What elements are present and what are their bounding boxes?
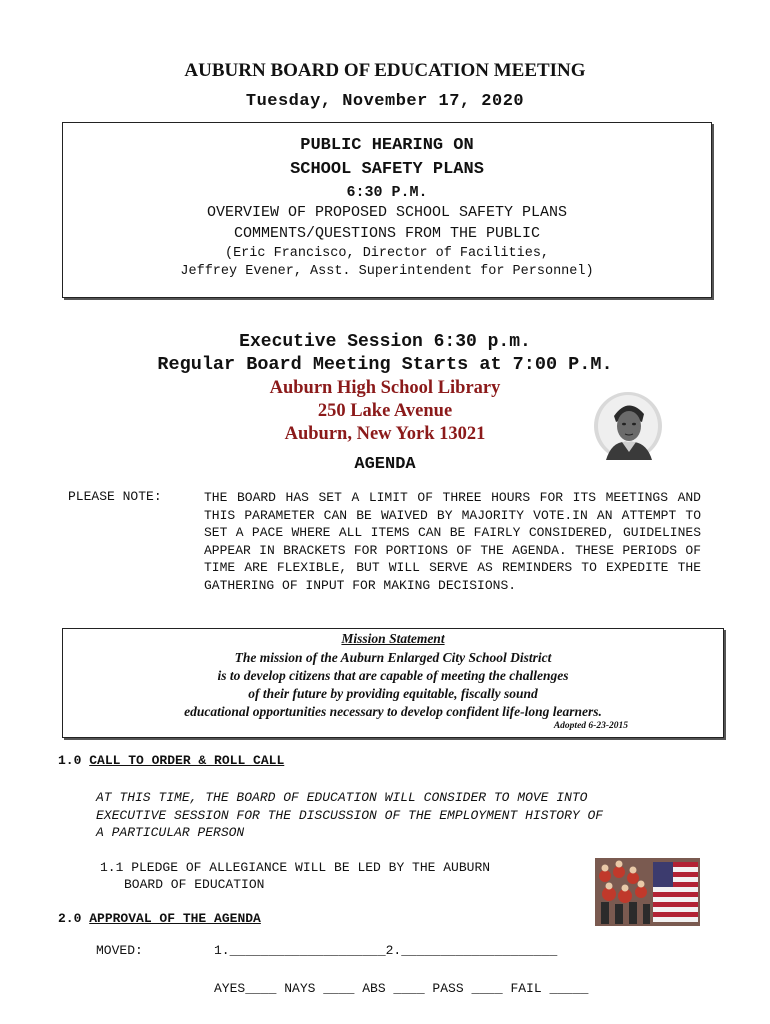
hearing-comments: COMMENTS/QUESTIONS FROM THE PUBLIC [233,225,541,242]
pledge-line-1: 1.1 PLEDGE OF ALLEGIANCE WILL BE LED BY THE AUBURN [100,860,491,875]
pledge-line-2: BOARD OF EDUCATION [124,877,265,892]
portrait-photo [592,386,664,462]
agenda-heading: AGENDA [354,455,416,474]
section-2-number: 2.0 [58,911,82,926]
moved-blanks[interactable]: 1.____________________2.____________________ [214,943,558,958]
section-2-heading [58,911,261,926]
mission-line-4: educational opportunities necessary to develop confident life-long learners. [184,704,602,719]
executive-session: Executive Session 6:30 p.m. [239,332,531,352]
section-1-number: 1.0 [58,753,82,768]
hearing-heading-1: PUBLIC HEARING ON [300,136,474,155]
mission-line-2: is to develop citizens that are capable of meeting the challenges [217,668,569,683]
note-label: PLEASE NOTE: [68,489,162,504]
mission-adopted: Adopted 6-23-2015 [553,721,628,731]
section-2-title: APPROVAL OF THE AGENDA [89,911,261,926]
hearing-time: 6:30 P.M. [346,184,428,201]
hearing-presenters-1: (Eric Francisco, Director of Facilities, [224,246,550,261]
mission-line-1: The mission of the Auburn Enlarged City School District [234,650,552,665]
mission-statement-box [62,628,724,738]
regular-meeting-time: Regular Board Meeting Starts at 7:00 P.M. [157,354,613,375]
hearing-heading-2: SCHOOL SAFETY PLANS [290,160,484,179]
notice-line-2: EXECUTIVE SESSION FOR THE DISCUSSION OF THE EMPLOYMENT HISTORY OF [96,807,604,823]
flag-photo [595,858,700,926]
notice-line-1: AT THIS TIME, THE BOARD OF EDUCATION WILL CONSIDER TO MOVE INTO [96,790,588,805]
hearing-overview: OVERVIEW OF PROPOSED SCHOOL SAFETY PLANS [206,204,568,221]
meeting-date: Tuesday, November 17, 2020 [245,92,525,111]
public-hearing-box [62,122,712,298]
mission-line-3: of their future by providing equitable, fiscally sound [248,686,538,701]
note-text: THE BOARD HAS SET A LIMIT OF THREE HOURS FOR ITS MEETINGS AND THIS PARAMETER CAN BE WAIVED BY MAJORITY VOTE.IN AN ATTEMPT TO SET A PACE WHERE ALL ITEMS CAN BE FAIRLY CONSIDERED, GUIDELINES APPEAR IN BRACKETS FOR PORTIONS OF THE AGENDA. THESE PERIODS OF TIME ARE FLEXIBLE, BUT WILL SERVE AS REMINDERS TO EXPEDITE THE GATHERING OF INPUT FOR MAKING DECISIONS. [204,490,701,593]
executive-session-notice [96,789,696,842]
location-street: 250 Lake Avenue [317,401,453,421]
hearing-presenters-2: Jeffrey Evener, Asst. Superintendent for Personnel) [180,264,594,279]
moved-label: MOVED: [96,943,143,958]
notice-line-3: A PARTICULAR PERSON [96,825,245,841]
mission-heading: Mission Statement [341,631,445,646]
meeting-title: AUBURN BOARD OF EDUCATION MEETING [184,60,586,81]
vote-tally[interactable]: AYES____ NAYS ____ ABS ____ PASS ____ FAIL _____ [214,981,589,996]
location-name: Auburn High School Library [269,378,501,398]
section-1-title: CALL TO ORDER & ROLL CALL [89,753,285,768]
section-1-heading [58,753,284,768]
location-city: Auburn, New York 13021 [284,424,486,444]
